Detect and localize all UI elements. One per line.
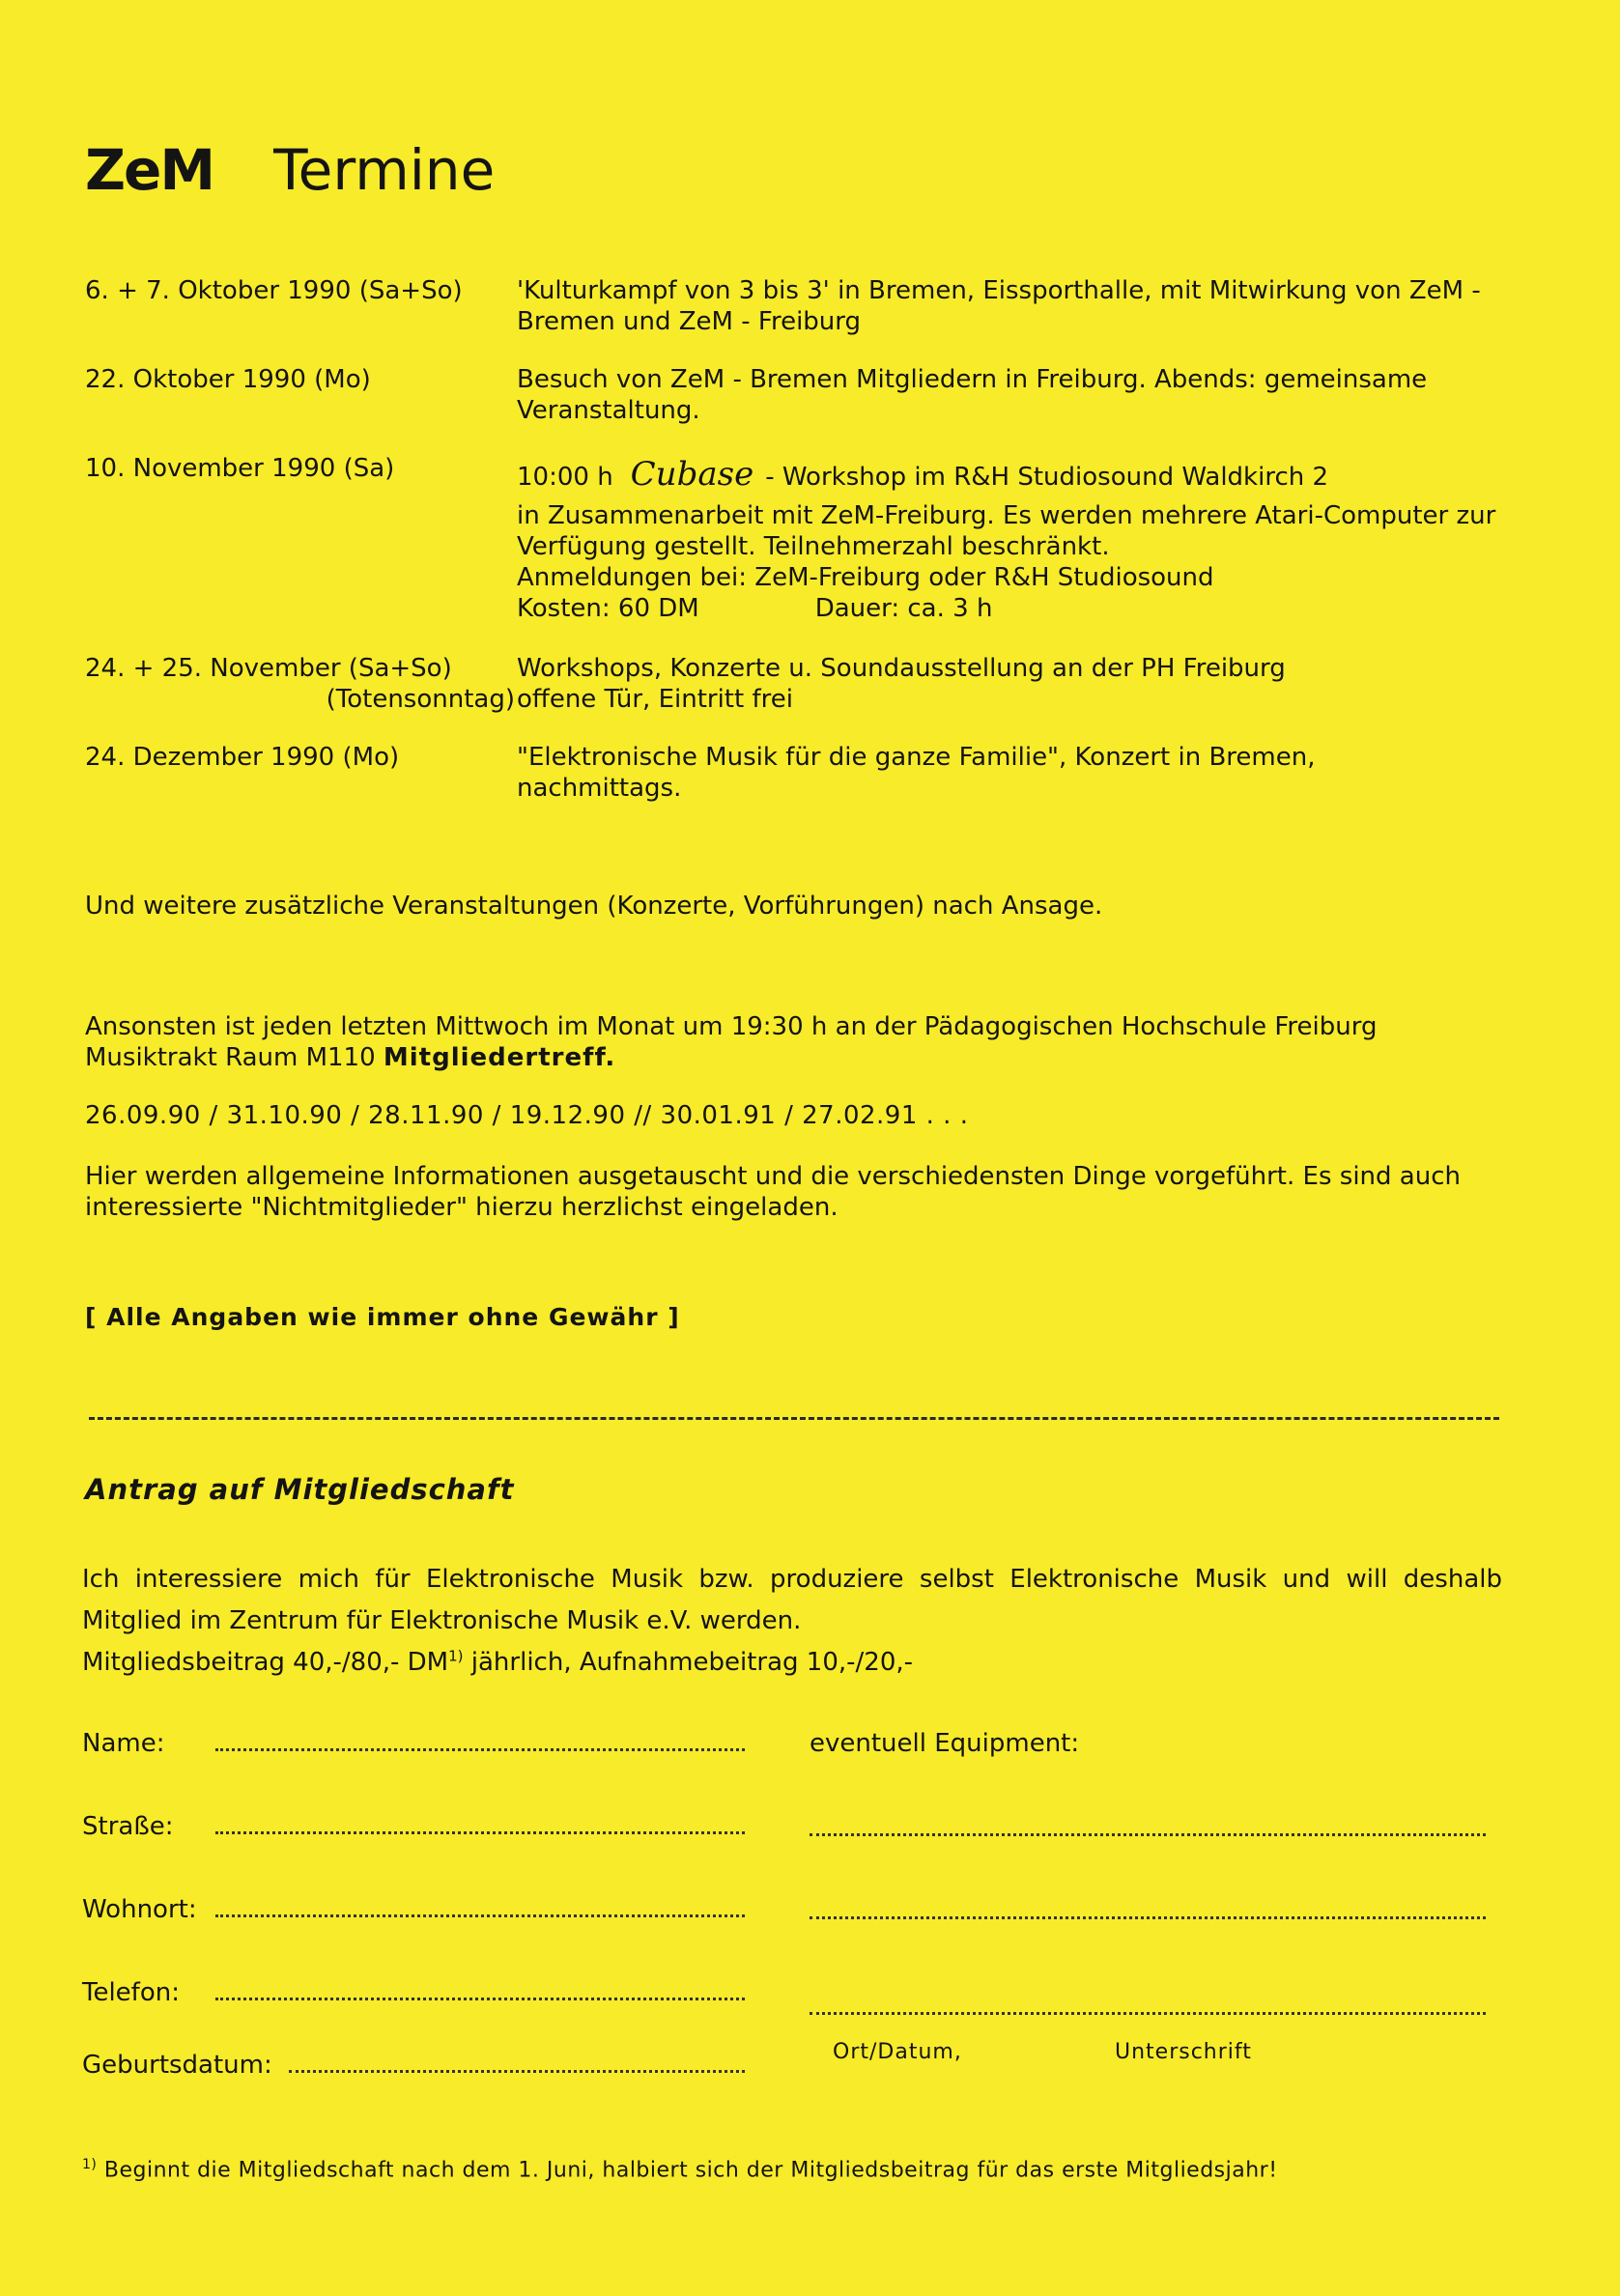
event-date: 6. + 7. Oktober 1990 (Sa+So)	[85, 276, 463, 305]
event-list	[85, 275, 1534, 831]
equipment-input-line[interactable]	[810, 1916, 1486, 1919]
telefon-label: Telefon:	[82, 1978, 180, 2007]
event-description: Besuch von ZeM - Bremen Mitgliedern in Freiburg. Abends: gemeinsame Veranstaltung.	[517, 365, 1428, 425]
ort-datum-label: Ort/Datum,	[833, 2040, 962, 2064]
event-description	[517, 453, 1521, 624]
additional-events: Und weitere zusätzliche Veranstaltungen (Konzerte, Vorführungen) nach Ansage.	[85, 892, 1103, 921]
meeting-line: Ansonsten ist jeden letzten Mittwoch im Monat um 19:30 h an der Pädagogischen Hochschule Freiburg	[85, 1012, 1378, 1041]
form-intro	[82, 1559, 1502, 1684]
wohnort-label: Wohnort:	[82, 1895, 197, 1924]
meeting-room: Musiktrakt Raum M110	[85, 1043, 384, 1072]
cut-line-divider	[89, 1417, 1499, 1420]
wohnort-field[interactable]	[82, 1895, 197, 1924]
workshop-title: - Workshop im R&H Studiosound Waldkirch 2	[765, 463, 1329, 492]
equipment-input-line[interactable]	[810, 1833, 1486, 1836]
telefon-input-line[interactable]	[215, 1998, 745, 2000]
page-header	[85, 137, 495, 203]
footnote-marker: 1)	[448, 1647, 464, 1665]
geburtsdatum-input-line[interactable]	[289, 2070, 745, 2073]
fee-text: Mitgliedsbeitrag 40,-/80,- DM	[82, 1648, 449, 1677]
event-row	[85, 453, 1534, 624]
wohnort-input-line[interactable]	[215, 1914, 745, 1917]
geburtsdatum-label: Geburtsdatum:	[82, 2051, 272, 2080]
workshop-details: in Zusammenarbeit mit ZeM-Freiburg. Es werden mehrere Atari-Computer zur Verfügung gestellt. Teilnehmerzahl beschränkt.	[517, 501, 1496, 561]
event-date-note: (Totensonntag)	[326, 685, 515, 714]
form-title: Antrag auf Mitgliedschaft	[85, 1473, 515, 1506]
strasse-input-line[interactable]	[215, 1831, 745, 1834]
event-description: 'Kulturkampf von 3 bis 3' in Bremen, Eissporthalle, mit Mitwirkung von ZeM - Bremen und ZeM - Freiburg	[517, 276, 1481, 336]
meeting-name: Mitgliedertreff.	[383, 1043, 616, 1072]
event-date: 22. Oktober 1990 (Mo)	[85, 365, 371, 394]
event-date-main: 24. + 25. November (Sa+So)	[85, 654, 452, 683]
fee-text-b: jährlich, Aufnahmebeitrag 10,-/20,-	[463, 1648, 914, 1677]
meeting-description: Hier werden allgemeine Informationen ausgetauscht und die verschiedensten Dinge vorgeführt. Es sind auch interessierte "Nichtmitglieder" hierzu herzlichst eingeladen.	[85, 1162, 1461, 1222]
event-date	[85, 653, 517, 715]
event-time: 10:00 h	[517, 463, 613, 492]
event-row	[85, 275, 1534, 337]
event-row	[85, 364, 1534, 426]
equipment-label: eventuell Equipment:	[810, 1729, 1080, 1758]
event-row	[85, 742, 1534, 804]
event-description: "Elektronische Musik für die ganze Familie", Konzert in Bremen, nachmittags.	[517, 743, 1316, 803]
intro-text: Ich interessiere mich für Elektronische Musik bzw. produziere selbst Elektronische Musik und will deshalb Mitglied im Zentrum für Elektronische Musik e.V. werden.	[82, 1565, 1502, 1635]
footnote-text: Beginnt die Mitgliedschaft nach dem 1. Juni, halbiert sich der Mitgliedsbeitrag für das erste Mitgliedsjahr!	[97, 2158, 1278, 2183]
workshop-registration: Anmeldungen bei: ZeM-Freiburg oder R&H Studiosound	[517, 563, 1214, 592]
workshop-duration: Dauer: ca. 3 h	[814, 594, 993, 623]
event-date: 10. November 1990 (Sa)	[85, 454, 395, 483]
strasse-label: Straße:	[82, 1812, 174, 1841]
unterschrift-label: Unterschrift	[1115, 2040, 1252, 2064]
meeting-info	[85, 1011, 1534, 1073]
name-input-line[interactable]	[215, 1748, 745, 1751]
zem-logo: ZeM	[85, 137, 214, 203]
meeting-dates: 26.09.90 / 31.10.90 / 28.11.90 / 19.12.90 // 30.01.91 / 27.02.91 . . .	[85, 1101, 969, 1130]
footnote-marker: 1)	[82, 2157, 98, 2172]
telefon-field[interactable]	[82, 1978, 180, 2007]
strasse-field[interactable]	[82, 1812, 173, 1841]
signature-line[interactable]	[810, 2012, 1486, 2015]
disclaimer: [ Alle Angaben wie immer ohne Gewähr ]	[85, 1303, 680, 1331]
page-title: Termine	[273, 137, 496, 203]
geburtsdatum-field[interactable]	[82, 2051, 272, 2080]
cubase-logo: Cubase	[630, 455, 754, 494]
footnote	[82, 2157, 1278, 2182]
name-field[interactable]	[82, 1729, 164, 1758]
workshop-cost: Kosten: 60 DM	[517, 594, 699, 623]
event-description: Workshops, Konzerte u. Soundausstellung an der PH Freiburg offene Tür, Eintritt frei	[517, 654, 1286, 714]
event-row	[85, 653, 1534, 715]
name-label: Name:	[82, 1729, 165, 1758]
event-date: 24. Dezember 1990 (Mo)	[85, 743, 400, 772]
